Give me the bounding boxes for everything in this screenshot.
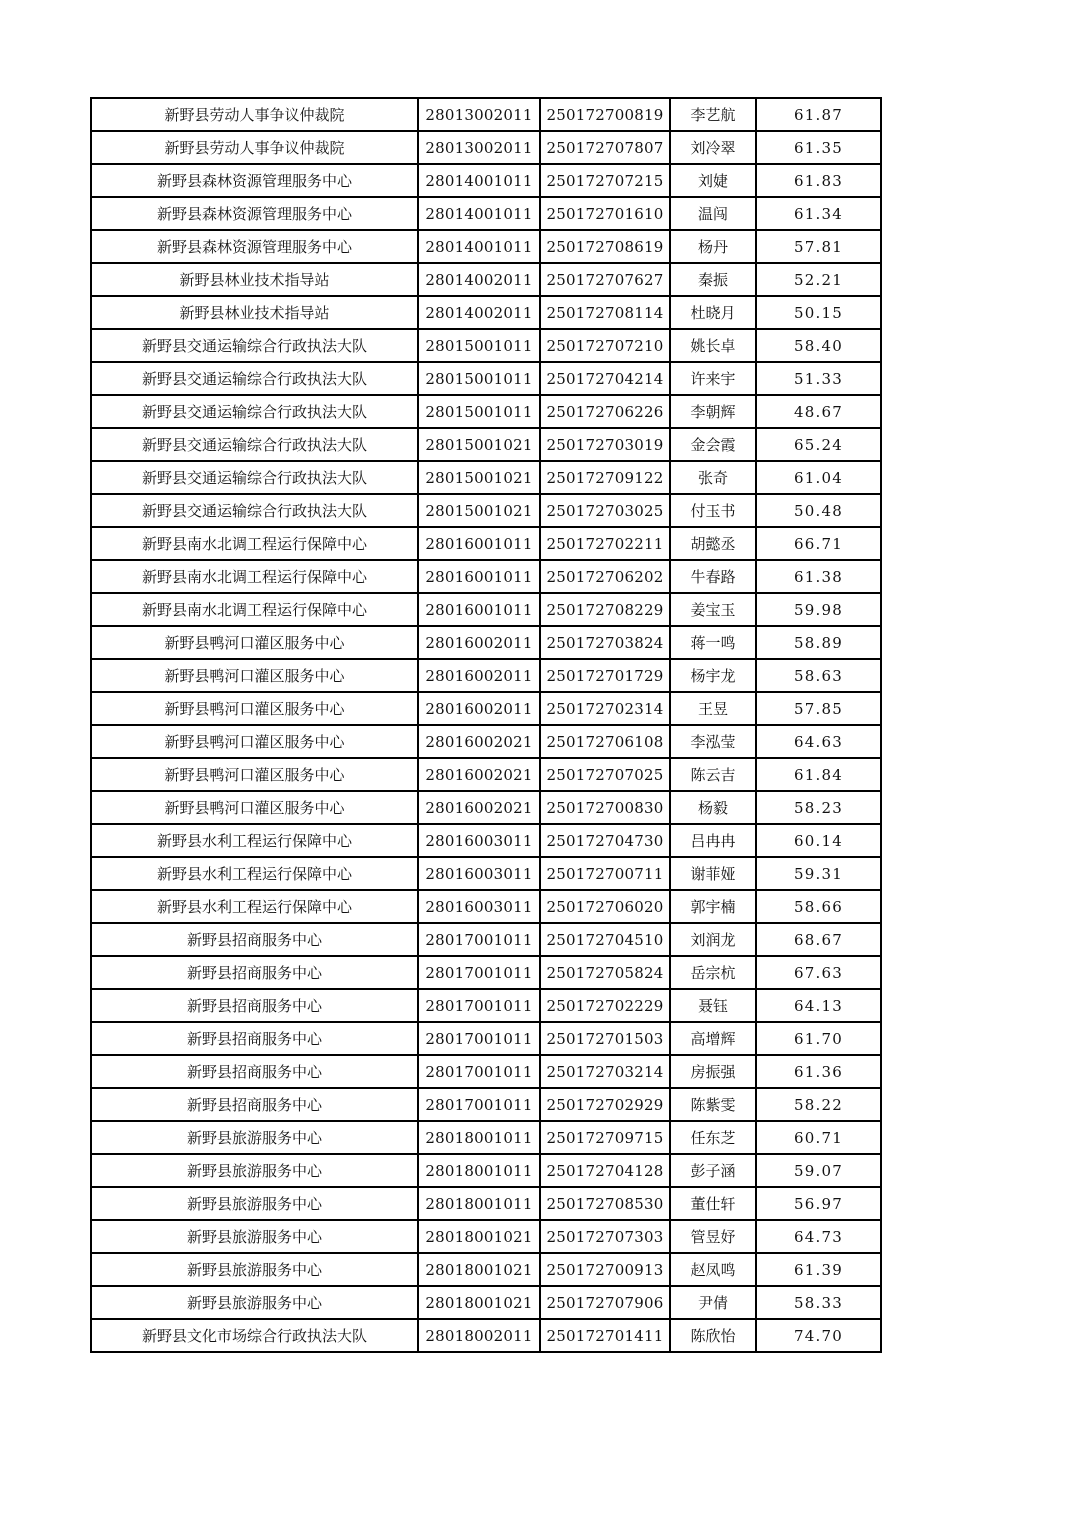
ticket-number-cell: 250172704730 — [540, 824, 670, 857]
score-cell: 57.85 — [756, 692, 881, 725]
candidate-name-cell: 刘婕 — [670, 164, 756, 197]
table-row — [91, 362, 881, 395]
score-cell: 74.70 — [756, 1319, 881, 1352]
candidate-name-cell: 牛春路 — [670, 560, 756, 593]
score-cell: 66.71 — [756, 527, 881, 560]
unit-cell: 新野县森林资源管理服务中心 — [91, 230, 418, 263]
score-cell: 64.73 — [756, 1220, 881, 1253]
ticket-number-cell: 250172707025 — [540, 758, 670, 791]
candidate-name-cell: 房振强 — [670, 1055, 756, 1088]
ticket-number-cell: 250172704128 — [540, 1154, 670, 1187]
score-cell: 58.40 — [756, 329, 881, 362]
candidate-name-cell: 岳宗杭 — [670, 956, 756, 989]
score-cell: 61.38 — [756, 560, 881, 593]
position-code-cell: 28016003011 — [418, 890, 540, 923]
candidate-name-cell: 王昱 — [670, 692, 756, 725]
position-code-cell: 28013002011 — [418, 131, 540, 164]
unit-cell: 新野县水利工程运行保障中心 — [91, 857, 418, 890]
table-row — [91, 923, 881, 956]
score-cell: 68.67 — [756, 923, 881, 956]
unit-cell: 新野县旅游服务中心 — [91, 1187, 418, 1220]
unit-cell: 新野县劳动人事争议仲裁院 — [91, 98, 418, 131]
table-row — [91, 1319, 881, 1352]
candidate-name-cell: 管昱妤 — [670, 1220, 756, 1253]
ticket-number-cell: 250172709122 — [540, 461, 670, 494]
position-code-cell: 28015001021 — [418, 428, 540, 461]
score-cell: 58.23 — [756, 791, 881, 824]
score-cell: 61.87 — [756, 98, 881, 131]
table-row — [91, 428, 881, 461]
unit-cell: 新野县交通运输综合行政执法大队 — [91, 362, 418, 395]
table-row — [91, 1121, 881, 1154]
ticket-number-cell: 250172707807 — [540, 131, 670, 164]
score-cell: 64.63 — [756, 725, 881, 758]
position-code-cell: 28018001021 — [418, 1286, 540, 1319]
score-cell: 60.14 — [756, 824, 881, 857]
candidate-name-cell: 李朝辉 — [670, 395, 756, 428]
ticket-number-cell: 250172705824 — [540, 956, 670, 989]
position-code-cell: 28016003011 — [418, 824, 540, 857]
score-cell: 61.39 — [756, 1253, 881, 1286]
candidate-name-cell: 姜宝玉 — [670, 593, 756, 626]
unit-cell: 新野县鸭河口灌区服务中心 — [91, 659, 418, 692]
candidate-name-cell: 李泓莹 — [670, 725, 756, 758]
candidate-name-cell: 许来宇 — [670, 362, 756, 395]
ticket-number-cell: 250172706108 — [540, 725, 670, 758]
score-cell: 60.71 — [756, 1121, 881, 1154]
position-code-cell: 28016002021 — [418, 725, 540, 758]
table-row — [91, 1220, 881, 1253]
score-cell: 58.63 — [756, 659, 881, 692]
score-cell: 61.84 — [756, 758, 881, 791]
candidate-name-cell: 蒋一鸣 — [670, 626, 756, 659]
table-row — [91, 296, 881, 329]
unit-cell: 新野县南水北调工程运行保障中心 — [91, 527, 418, 560]
table-row — [91, 1055, 881, 1088]
position-code-cell: 28017001011 — [418, 1022, 540, 1055]
table-row — [91, 461, 881, 494]
candidate-name-cell: 姚长卓 — [670, 329, 756, 362]
unit-cell: 新野县招商服务中心 — [91, 1088, 418, 1121]
candidate-name-cell: 陈云吉 — [670, 758, 756, 791]
unit-cell: 新野县文化市场综合行政执法大队 — [91, 1319, 418, 1352]
candidate-name-cell: 张奇 — [670, 461, 756, 494]
position-code-cell: 28015001011 — [418, 362, 540, 395]
unit-cell: 新野县鸭河口灌区服务中心 — [91, 791, 418, 824]
candidate-name-cell: 温闯 — [670, 197, 756, 230]
ticket-number-cell: 250172704510 — [540, 923, 670, 956]
position-code-cell: 28017001011 — [418, 1055, 540, 1088]
unit-cell: 新野县旅游服务中心 — [91, 1253, 418, 1286]
table-row — [91, 527, 881, 560]
ticket-number-cell: 250172708229 — [540, 593, 670, 626]
table-row — [91, 593, 881, 626]
position-code-cell: 28014001011 — [418, 164, 540, 197]
table-row — [91, 791, 881, 824]
ticket-number-cell: 250172708530 — [540, 1187, 670, 1220]
unit-cell: 新野县交通运输综合行政执法大队 — [91, 395, 418, 428]
score-cell: 58.89 — [756, 626, 881, 659]
ticket-number-cell: 250172707627 — [540, 263, 670, 296]
position-code-cell: 28017001011 — [418, 923, 540, 956]
ticket-number-cell: 250172700711 — [540, 857, 670, 890]
table-row — [91, 1286, 881, 1319]
table-row — [91, 230, 881, 263]
position-code-cell: 28017001011 — [418, 1088, 540, 1121]
ticket-number-cell: 250172701411 — [540, 1319, 670, 1352]
position-code-cell: 28014002011 — [418, 263, 540, 296]
candidate-name-cell: 尹倩 — [670, 1286, 756, 1319]
table-row — [91, 1088, 881, 1121]
table-row — [91, 1022, 881, 1055]
position-code-cell: 28014001011 — [418, 230, 540, 263]
table-row — [91, 857, 881, 890]
unit-cell: 新野县招商服务中心 — [91, 956, 418, 989]
table-row — [91, 659, 881, 692]
score-cell: 59.98 — [756, 593, 881, 626]
position-code-cell: 28018001011 — [418, 1121, 540, 1154]
position-code-cell: 28016003011 — [418, 857, 540, 890]
table-row — [91, 197, 881, 230]
candidate-name-cell: 聂钰 — [670, 989, 756, 1022]
unit-cell: 新野县交通运输综合行政执法大队 — [91, 461, 418, 494]
table-row — [91, 1154, 881, 1187]
score-cell: 61.35 — [756, 131, 881, 164]
position-code-cell: 28018002011 — [418, 1319, 540, 1352]
unit-cell: 新野县水利工程运行保障中心 — [91, 824, 418, 857]
ticket-number-cell: 250172701610 — [540, 197, 670, 230]
score-cell: 52.21 — [756, 263, 881, 296]
position-code-cell: 28014002011 — [418, 296, 540, 329]
table-row — [91, 98, 881, 131]
candidate-name-cell: 刘润龙 — [670, 923, 756, 956]
table-row — [91, 1187, 881, 1220]
table-row — [91, 263, 881, 296]
score-cell: 64.13 — [756, 989, 881, 1022]
ticket-number-cell: 250172706020 — [540, 890, 670, 923]
candidate-name-cell: 李艺航 — [670, 98, 756, 131]
position-code-cell: 28016001011 — [418, 560, 540, 593]
position-code-cell: 28016002021 — [418, 791, 540, 824]
position-code-cell: 28015001021 — [418, 461, 540, 494]
unit-cell: 新野县旅游服务中心 — [91, 1154, 418, 1187]
candidate-name-cell: 秦振 — [670, 263, 756, 296]
table-row — [91, 329, 881, 362]
ticket-number-cell: 250172708619 — [540, 230, 670, 263]
candidate-name-cell: 董仕轩 — [670, 1187, 756, 1220]
unit-cell: 新野县南水北调工程运行保障中心 — [91, 560, 418, 593]
table-row — [91, 560, 881, 593]
ticket-number-cell: 250172701503 — [540, 1022, 670, 1055]
ticket-number-cell: 250172701729 — [540, 659, 670, 692]
ticket-number-cell: 250172702211 — [540, 527, 670, 560]
position-code-cell: 28016002021 — [418, 758, 540, 791]
results-table — [90, 97, 882, 1353]
unit-cell: 新野县森林资源管理服务中心 — [91, 164, 418, 197]
ticket-number-cell: 250172707906 — [540, 1286, 670, 1319]
ticket-number-cell: 250172707303 — [540, 1220, 670, 1253]
score-cell: 58.66 — [756, 890, 881, 923]
candidate-name-cell: 谢菲娅 — [670, 857, 756, 890]
score-cell: 61.34 — [756, 197, 881, 230]
unit-cell: 新野县鸭河口灌区服务中心 — [91, 758, 418, 791]
candidate-name-cell: 付玉书 — [670, 494, 756, 527]
unit-cell: 新野县旅游服务中心 — [91, 1220, 418, 1253]
candidate-name-cell: 彭子涵 — [670, 1154, 756, 1187]
table-row — [91, 164, 881, 197]
candidate-name-cell: 刘冷翠 — [670, 131, 756, 164]
position-code-cell: 28017001011 — [418, 956, 540, 989]
ticket-number-cell: 250172702229 — [540, 989, 670, 1022]
unit-cell: 新野县交通运输综合行政执法大队 — [91, 329, 418, 362]
score-cell: 56.97 — [756, 1187, 881, 1220]
unit-cell: 新野县旅游服务中心 — [91, 1121, 418, 1154]
unit-cell: 新野县招商服务中心 — [91, 923, 418, 956]
ticket-number-cell: 250172707215 — [540, 164, 670, 197]
score-cell: 67.63 — [756, 956, 881, 989]
score-cell: 59.31 — [756, 857, 881, 890]
results-table-body — [91, 98, 881, 1352]
unit-cell: 新野县招商服务中心 — [91, 1055, 418, 1088]
table-row — [91, 131, 881, 164]
position-code-cell: 28018001011 — [418, 1154, 540, 1187]
candidate-name-cell: 任东芝 — [670, 1121, 756, 1154]
position-code-cell: 28013002011 — [418, 98, 540, 131]
score-cell: 61.70 — [756, 1022, 881, 1055]
unit-cell: 新野县旅游服务中心 — [91, 1286, 418, 1319]
ticket-number-cell: 250172708114 — [540, 296, 670, 329]
candidate-name-cell: 杨宇龙 — [670, 659, 756, 692]
candidate-name-cell: 吕冉冉 — [670, 824, 756, 857]
unit-cell: 新野县林业技术指导站 — [91, 263, 418, 296]
unit-cell: 新野县鸭河口灌区服务中心 — [91, 692, 418, 725]
position-code-cell: 28015001011 — [418, 329, 540, 362]
ticket-number-cell: 250172703019 — [540, 428, 670, 461]
unit-cell: 新野县招商服务中心 — [91, 1022, 418, 1055]
position-code-cell: 28016002011 — [418, 659, 540, 692]
table-row — [91, 1253, 881, 1286]
candidate-name-cell: 金会霞 — [670, 428, 756, 461]
score-cell: 50.15 — [756, 296, 881, 329]
score-cell: 61.83 — [756, 164, 881, 197]
unit-cell: 新野县交通运输综合行政执法大队 — [91, 428, 418, 461]
table-row — [91, 725, 881, 758]
candidate-name-cell: 陈紫雯 — [670, 1088, 756, 1121]
score-cell: 58.33 — [756, 1286, 881, 1319]
candidate-name-cell: 胡懿丞 — [670, 527, 756, 560]
position-code-cell: 28016001011 — [418, 593, 540, 626]
candidate-name-cell: 高增辉 — [670, 1022, 756, 1055]
table-row — [91, 758, 881, 791]
table-row — [91, 989, 881, 1022]
position-code-cell: 28018001021 — [418, 1220, 540, 1253]
unit-cell: 新野县森林资源管理服务中心 — [91, 197, 418, 230]
score-cell: 61.36 — [756, 1055, 881, 1088]
position-code-cell: 28016002011 — [418, 626, 540, 659]
ticket-number-cell: 250172706202 — [540, 560, 670, 593]
unit-cell: 新野县水利工程运行保障中心 — [91, 890, 418, 923]
score-cell: 61.04 — [756, 461, 881, 494]
table-row — [91, 692, 881, 725]
score-cell: 65.24 — [756, 428, 881, 461]
ticket-number-cell: 250172703214 — [540, 1055, 670, 1088]
table-row — [91, 494, 881, 527]
ticket-number-cell: 250172707210 — [540, 329, 670, 362]
position-code-cell: 28018001021 — [418, 1253, 540, 1286]
candidate-name-cell: 杨毅 — [670, 791, 756, 824]
position-code-cell: 28015001021 — [418, 494, 540, 527]
unit-cell: 新野县招商服务中心 — [91, 989, 418, 1022]
ticket-number-cell: 250172706226 — [540, 395, 670, 428]
unit-cell: 新野县南水北调工程运行保障中心 — [91, 593, 418, 626]
score-cell: 58.22 — [756, 1088, 881, 1121]
unit-cell: 新野县鸭河口灌区服务中心 — [91, 725, 418, 758]
position-code-cell: 28016001011 — [418, 527, 540, 560]
candidate-name-cell: 郭宇楠 — [670, 890, 756, 923]
ticket-number-cell: 250172703824 — [540, 626, 670, 659]
ticket-number-cell: 250172702929 — [540, 1088, 670, 1121]
ticket-number-cell: 250172700913 — [540, 1253, 670, 1286]
table-row — [91, 890, 881, 923]
position-code-cell: 28018001011 — [418, 1187, 540, 1220]
candidate-name-cell: 赵凤鸣 — [670, 1253, 756, 1286]
unit-cell: 新野县劳动人事争议仲裁院 — [91, 131, 418, 164]
ticket-number-cell: 250172700819 — [540, 98, 670, 131]
candidate-name-cell: 杨丹 — [670, 230, 756, 263]
candidate-name-cell: 杜晓月 — [670, 296, 756, 329]
position-code-cell: 28015001011 — [418, 395, 540, 428]
score-cell: 50.48 — [756, 494, 881, 527]
table-row — [91, 824, 881, 857]
ticket-number-cell: 250172704214 — [540, 362, 670, 395]
table-row — [91, 395, 881, 428]
ticket-number-cell: 250172703025 — [540, 494, 670, 527]
position-code-cell: 28017001011 — [418, 989, 540, 1022]
unit-cell: 新野县交通运输综合行政执法大队 — [91, 494, 418, 527]
position-code-cell: 28016002011 — [418, 692, 540, 725]
ticket-number-cell: 250172709715 — [540, 1121, 670, 1154]
position-code-cell: 28014001011 — [418, 197, 540, 230]
table-row — [91, 626, 881, 659]
unit-cell: 新野县鸭河口灌区服务中心 — [91, 626, 418, 659]
score-cell: 57.81 — [756, 230, 881, 263]
candidate-name-cell: 陈欣怡 — [670, 1319, 756, 1352]
ticket-number-cell: 250172700830 — [540, 791, 670, 824]
ticket-number-cell: 250172702314 — [540, 692, 670, 725]
score-cell: 59.07 — [756, 1154, 881, 1187]
score-cell: 51.33 — [756, 362, 881, 395]
table-row — [91, 956, 881, 989]
score-cell: 48.67 — [756, 395, 881, 428]
unit-cell: 新野县林业技术指导站 — [91, 296, 418, 329]
